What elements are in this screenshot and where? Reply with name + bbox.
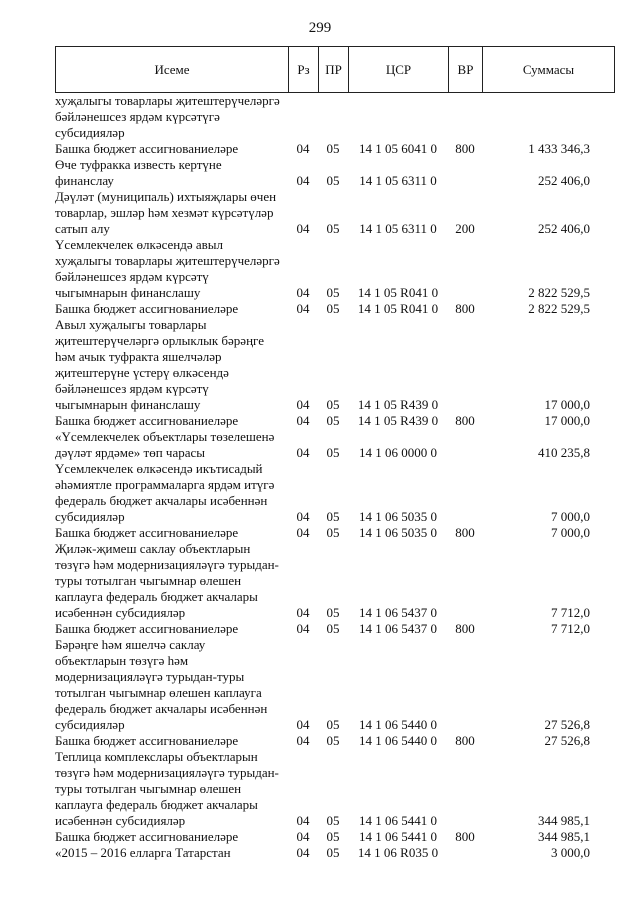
row-codes xyxy=(55,397,615,413)
row-codes xyxy=(55,605,615,621)
row-name-line: субсидияләр xyxy=(55,125,125,140)
row-csr: 14 1 06 5440 0 xyxy=(359,733,437,748)
row-name-line: дәүләт ярдәме» төп чарасы xyxy=(55,445,205,460)
row-name-line: Җиләк-җимеш саклау объектларын xyxy=(55,541,251,556)
row-codes xyxy=(55,301,615,317)
table-row xyxy=(55,157,615,189)
row-sum: 7 000,0 xyxy=(551,509,590,524)
row-vr: 800 xyxy=(455,141,475,156)
row-sum: 7 000,0 xyxy=(551,525,590,540)
row-vr: 800 xyxy=(455,525,475,540)
row-name-line: субсидияләр xyxy=(55,509,125,524)
row-pr: 05 xyxy=(326,141,340,156)
row-name-line: туры тотылган чыгымнар өлешен xyxy=(55,781,242,796)
row-rz: 04 xyxy=(296,221,310,236)
row-name-line: каплауга федераль бюджет акчалары xyxy=(55,797,258,812)
row-rz: 04 xyxy=(296,605,310,620)
table-row xyxy=(55,141,615,157)
row-csr: 14 1 06 5437 0 xyxy=(359,605,437,620)
row-codes xyxy=(55,413,615,429)
row-rz: 04 xyxy=(296,413,310,428)
row-name-line: Үсемлекчелек өлкәсендә икътисадый xyxy=(55,461,263,476)
row-codes xyxy=(55,621,615,637)
row-vr: 200 xyxy=(455,221,475,236)
row-pr: 05 xyxy=(326,413,340,428)
row-codes xyxy=(55,717,615,733)
row-pr: 05 xyxy=(326,173,340,188)
row-codes xyxy=(55,125,615,141)
row-sum: 7 712,0 xyxy=(551,605,590,620)
row-rz: 04 xyxy=(296,829,310,844)
table-row xyxy=(55,541,615,621)
row-rz: 04 xyxy=(296,301,310,316)
row-codes xyxy=(55,845,615,861)
row-name-line: Башка бюджет ассигнованиеләре xyxy=(55,621,239,636)
row-pr: 05 xyxy=(326,525,340,540)
row-name-line: «2015 – 2016 елларга Татарстан xyxy=(55,845,231,860)
header-sum: Суммасы xyxy=(522,62,575,77)
row-codes xyxy=(55,525,615,541)
row-name-line: федераль бюджет акчалары исәбеннән xyxy=(55,701,268,716)
row-name-line: федераль бюджет акчалары исәбеннән xyxy=(55,493,268,508)
row-csr: 14 1 05 R041 0 xyxy=(357,285,439,300)
row-sum: 252 406,0 xyxy=(538,221,590,236)
row-rz: 04 xyxy=(296,717,310,732)
row-codes xyxy=(55,221,615,237)
table-row xyxy=(55,429,615,461)
row-name-line: бәйләнешсез ярдәм күрсәтүгә xyxy=(55,109,220,124)
row-name-line: каплауга федераль бюджет акчалары xyxy=(55,589,258,604)
table-row xyxy=(55,189,615,237)
table-row xyxy=(55,525,615,541)
row-csr: 14 1 05 6311 0 xyxy=(359,173,437,188)
row-name-line: исәбеннән субсидияләр xyxy=(55,813,186,828)
row-sum: 17 000,0 xyxy=(544,397,590,412)
table-row xyxy=(55,637,615,733)
row-rz: 04 xyxy=(296,525,310,540)
row-sum: 7 712,0 xyxy=(551,621,590,636)
row-codes xyxy=(55,173,615,189)
row-csr: 14 1 05 6041 0 xyxy=(359,141,437,156)
row-name-line: Башка бюджет ассигнованиеләре xyxy=(55,829,239,844)
table-header xyxy=(55,46,615,93)
row-sum: 1 433 346,3 xyxy=(528,141,590,156)
table-row xyxy=(55,829,615,845)
row-name-line: һәм ачык туфракта яшелчәләр xyxy=(55,349,222,364)
row-codes xyxy=(55,141,615,157)
row-csr: 14 1 05 R439 0 xyxy=(357,397,439,412)
row-rz: 04 xyxy=(296,173,310,188)
row-sum: 3 000,0 xyxy=(551,845,590,860)
row-rz: 04 xyxy=(296,621,310,636)
row-csr: 14 1 06 5441 0 xyxy=(359,813,437,828)
table-row xyxy=(55,237,615,301)
row-pr: 05 xyxy=(326,397,340,412)
row-name-line: чыгымнарын финанслашу xyxy=(55,397,201,412)
table-row xyxy=(55,461,615,525)
row-name-line: Башка бюджет ассигнованиеләре xyxy=(55,141,239,156)
row-name-line: финанслау xyxy=(55,173,114,188)
row-vr: 800 xyxy=(455,301,475,316)
row-codes xyxy=(55,813,615,829)
row-name-line: исәбеннән субсидияләр xyxy=(55,605,186,620)
row-rz: 04 xyxy=(296,813,310,828)
row-pr: 05 xyxy=(326,845,340,860)
table-row xyxy=(55,301,615,317)
header-name: Исеме xyxy=(56,47,289,92)
row-pr: 05 xyxy=(326,509,340,524)
row-name-line: Үсемлекчелек өлкәсендә авыл xyxy=(55,237,224,252)
row-codes xyxy=(55,829,615,845)
table-body xyxy=(55,93,615,861)
row-pr: 05 xyxy=(326,445,340,460)
header-rz: Рз xyxy=(289,47,319,92)
row-sum: 2 822 529,5 xyxy=(528,301,590,316)
row-codes xyxy=(55,733,615,749)
row-name-line: Башка бюджет ассигнованиеләре xyxy=(55,733,239,748)
row-csr: 14 1 05 R439 0 xyxy=(357,413,439,428)
table-row xyxy=(55,845,615,861)
row-name-line: модернизацияләүгә турыдан-туры xyxy=(55,669,245,684)
table-row xyxy=(55,749,615,829)
row-sum: 2 822 529,5 xyxy=(528,285,590,300)
row-name-line: сатып алу xyxy=(55,221,110,236)
table-row xyxy=(55,733,615,749)
row-name-line: субсидияләр xyxy=(55,717,125,732)
row-name-line: туры тотылган чыгымнар өлешен xyxy=(55,573,242,588)
row-csr: 14 1 05 6311 0 xyxy=(359,221,437,236)
row-name-line: Теплица комплекслары объектларын xyxy=(55,749,258,764)
row-name-line: әһәмиятле программаларга ярдәм итүгә xyxy=(55,477,275,492)
row-codes xyxy=(55,285,615,301)
row-sum: 27 526,8 xyxy=(544,717,590,732)
row-csr: 14 1 06 R035 0 xyxy=(357,845,439,860)
row-codes xyxy=(55,509,615,525)
table-row xyxy=(55,93,615,141)
row-pr: 05 xyxy=(326,221,340,236)
table-row xyxy=(55,317,615,413)
row-pr: 05 xyxy=(326,733,340,748)
header-csr: ЦСР xyxy=(349,47,449,92)
row-csr: 14 1 06 5440 0 xyxy=(359,717,437,732)
row-name-line: Бәрәңге һәм яшелчә саклау xyxy=(55,637,206,652)
header-vr: ВР xyxy=(449,47,483,92)
row-rz: 04 xyxy=(296,733,310,748)
row-rz: 04 xyxy=(296,397,310,412)
row-name-line: Авыл хуҗалыгы товарлары xyxy=(55,317,207,332)
row-name-line: чыгымнарын финанслашу xyxy=(55,285,201,300)
row-sum: 344 985,1 xyxy=(538,813,590,828)
page-number: 299 xyxy=(308,20,332,36)
row-name-line: Дәүләт (муниципаль) ихтыяҗлары өчен xyxy=(55,189,277,204)
row-pr: 05 xyxy=(326,285,340,300)
row-pr: 05 xyxy=(326,621,340,636)
row-name-line: төзүгә һәм модернизацияләүгә турыдан- xyxy=(55,765,279,780)
row-name-line: тотылган чыгымнар өлешен каплауга xyxy=(55,685,262,700)
row-csr: 14 1 06 5437 0 xyxy=(359,621,437,636)
row-pr: 05 xyxy=(326,717,340,732)
row-csr: 14 1 05 R041 0 xyxy=(357,301,439,316)
row-name-line: җитештерүчеләргә орлыклык бәрәңге xyxy=(55,333,264,348)
row-rz: 04 xyxy=(296,445,310,460)
row-name-line: хуҗалыгы товарлары җитештерүчеләргә xyxy=(55,253,280,268)
row-name-line: Башка бюджет ассигнованиеләре xyxy=(55,413,239,428)
row-csr: 14 1 06 5035 0 xyxy=(359,525,437,540)
row-pr: 05 xyxy=(326,605,340,620)
row-name-line: бәйләнешсез ярдәм күрсәтү xyxy=(55,381,209,396)
row-name-line: төзүгә һәм модернизацияләүгә турыдан- xyxy=(55,557,279,572)
row-vr: 800 xyxy=(455,733,475,748)
row-name-line: җитештерүне үстерү өлкәсендә xyxy=(55,365,229,380)
table-row xyxy=(55,413,615,429)
row-vr: 800 xyxy=(455,621,475,636)
row-sum: 27 526,8 xyxy=(544,733,590,748)
row-name-line: Өче туфракка известь кертүне xyxy=(55,157,222,172)
row-rz: 04 xyxy=(296,141,310,156)
row-csr: 14 1 06 5035 0 xyxy=(359,509,437,524)
row-pr: 05 xyxy=(326,829,340,844)
row-name-line: товарлар, эшләр һәм хезмәт күрсәтүләр xyxy=(55,205,274,220)
row-vr: 800 xyxy=(455,413,475,428)
row-csr: 14 1 06 0000 0 xyxy=(359,445,437,460)
row-sum: 344 985,1 xyxy=(538,829,590,844)
row-sum: 17 000,0 xyxy=(544,413,590,428)
row-sum: 252 406,0 xyxy=(538,173,590,188)
row-name-line: Башка бюджет ассигнованиеләре xyxy=(55,525,239,540)
row-codes xyxy=(55,445,615,461)
row-rz: 04 xyxy=(296,509,310,524)
row-name-line: объектларын төзүгә һәм xyxy=(55,653,189,668)
row-name-line: Башка бюджет ассигнованиеләре xyxy=(55,301,239,316)
row-csr: 14 1 06 5441 0 xyxy=(359,829,437,844)
row-rz: 04 xyxy=(296,285,310,300)
row-sum: 410 235,8 xyxy=(538,445,590,460)
row-pr: 05 xyxy=(326,301,340,316)
row-name-line: хуҗалыгы товарлары җитештерүчеләргә xyxy=(55,93,280,108)
row-rz: 04 xyxy=(296,845,310,860)
table-row xyxy=(55,621,615,637)
row-name-line: «Үсемлекчелек объектлары төзелешенә xyxy=(55,429,275,444)
row-pr: 05 xyxy=(326,813,340,828)
header-pr: ПР xyxy=(319,47,349,92)
row-name-line: бәйләнешсез ярдәм күрсәтү xyxy=(55,269,209,284)
row-vr: 800 xyxy=(455,829,475,844)
